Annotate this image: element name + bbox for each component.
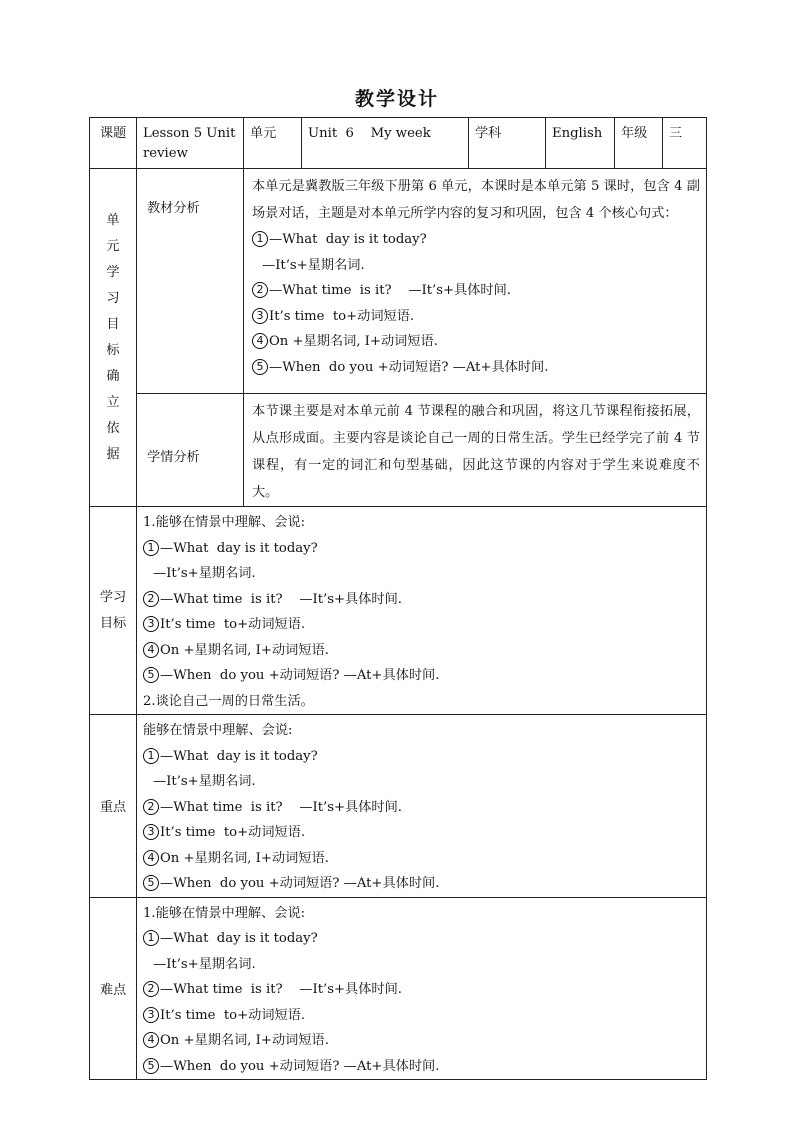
circled-number-icon: 5 xyxy=(252,359,268,375)
grade-value: 三 xyxy=(669,126,683,141)
topic-value: Lesson 5 Unit review xyxy=(143,126,236,161)
sentence-text: —What time is it? —It’s+具体时间. xyxy=(160,982,402,997)
circled-number-icon: 1 xyxy=(252,231,268,247)
material-sentence-list xyxy=(244,227,706,380)
sentence-text: —When do you +动词短语? —At+具体时间. xyxy=(160,876,440,891)
circled-number-icon: 2 xyxy=(143,591,159,607)
sentence-line xyxy=(143,952,700,978)
students-label: 学情分析 xyxy=(147,450,200,465)
sentence-line xyxy=(143,718,700,744)
sentence-line xyxy=(143,663,700,689)
sentence-line xyxy=(143,820,700,846)
circled-number-icon: 3 xyxy=(143,824,159,840)
sentence-line xyxy=(252,304,700,330)
sentence-line xyxy=(143,689,700,715)
sentence-line xyxy=(143,587,700,613)
sentence-text: —It’s+星期名词. xyxy=(262,257,365,273)
sentence-text: —What day is it today? xyxy=(160,748,318,764)
sentence-text: —It’s+星期名词. xyxy=(153,956,256,972)
key-points-list xyxy=(137,715,706,897)
grade-label: 年级 xyxy=(621,126,648,141)
sentence-line xyxy=(143,612,700,638)
header-row xyxy=(90,118,707,169)
circled-number-icon: 3 xyxy=(143,1007,159,1023)
sentence-line xyxy=(252,355,700,381)
sentence-line xyxy=(143,926,700,952)
circled-number-icon: 2 xyxy=(143,799,159,815)
sentence-text: —What time is it? —It’s+具体时间. xyxy=(160,591,402,607)
circled-number-icon: 3 xyxy=(143,616,159,632)
subject-value: English xyxy=(552,126,603,141)
circled-number-icon: 4 xyxy=(143,850,159,866)
sentence-line xyxy=(143,638,700,664)
sentence-line xyxy=(252,278,700,304)
sentence-text: 1.能够在情景中理解、会说: xyxy=(143,515,306,530)
material-label: 教材分析 xyxy=(147,201,200,216)
circled-number-icon: 5 xyxy=(143,667,159,683)
sentence-text: —When do you +动词短语? —At+具体时间. xyxy=(160,1058,440,1074)
circled-number-icon: 4 xyxy=(252,333,268,349)
difficulties-label: 难点 xyxy=(90,897,137,1080)
circled-number-icon: 2 xyxy=(252,282,268,298)
sentence-line xyxy=(143,1054,700,1080)
sentence-text: On +星期名词, I+动词短语. xyxy=(160,1033,329,1048)
difficulties-row xyxy=(90,897,707,1080)
sentence-text: 1.能够在情景中理解、会说: xyxy=(143,905,306,921)
sentence-text: It’s time to+动词短语. xyxy=(160,1007,306,1023)
circled-number-icon: 4 xyxy=(143,642,159,658)
key-points-row xyxy=(90,715,707,898)
sentence-text: —It’s+星期名词. xyxy=(153,566,256,581)
sentence-text: —What day is it today? xyxy=(160,540,318,556)
sentence-line xyxy=(143,1003,700,1029)
sentence-text: —When do you +动词短语? —At+具体时间. xyxy=(160,668,440,683)
circled-number-icon: 1 xyxy=(143,930,159,946)
students-text: 本节课主要是对本单元前 4 节课程的融合和巩固，将这几节课程衔接拓展，从点形成面。主要内容是谈论自己一周的日常生活。学生已经学完了前 4 节课程，有一定的词汇和句型基础，因此这节课的内容对于学生来说难度不大。 xyxy=(252,404,700,500)
sentence-line xyxy=(143,846,700,872)
circled-number-icon: 3 xyxy=(252,308,268,324)
sentence-text: —What time is it? —It’s+具体时间. xyxy=(269,283,511,298)
sentence-text: It’s time to+动词短语. xyxy=(160,825,306,840)
sentence-line xyxy=(143,1028,700,1054)
sentence-text: On +星期名词, I+动词短语. xyxy=(160,642,329,658)
page-title: 教学设计 xyxy=(354,88,439,110)
objectives-row xyxy=(90,507,707,715)
sentence-text: —What day is it today? xyxy=(269,232,427,247)
sentence-line xyxy=(252,227,700,253)
sentence-text: 2.谈论自己一周的日常生活。 xyxy=(143,693,314,709)
sentence-line xyxy=(143,561,700,587)
circled-number-icon: 1 xyxy=(143,540,159,556)
basis-label xyxy=(90,169,137,507)
sentence-line xyxy=(252,253,700,279)
sentence-text: On +星期名词, I+动词短语. xyxy=(269,334,438,349)
circled-number-icon: 4 xyxy=(143,1032,159,1048)
unit-value: Unit 6 My week xyxy=(308,126,431,141)
sentence-text: On +星期名词, I+动词短语. xyxy=(160,850,329,866)
objectives-label-text: 学习目标 xyxy=(99,589,127,631)
sentence-line xyxy=(143,744,700,770)
sentence-text: 能够在情景中理解、会说: xyxy=(143,723,293,738)
subject-label: 学科 xyxy=(475,126,502,141)
sentence-text: It’s time to+动词短语. xyxy=(269,308,415,324)
sentence-line xyxy=(143,977,700,1003)
circled-number-icon: 5 xyxy=(143,1058,159,1074)
sentence-text: —What day is it today? xyxy=(160,931,318,946)
sentence-text: It’s time to+动词短语. xyxy=(160,617,306,632)
lesson-plan-table xyxy=(89,117,707,1080)
circled-number-icon: 2 xyxy=(143,981,159,997)
key-points-label: 重点 xyxy=(90,715,137,898)
sentence-line xyxy=(143,536,700,562)
circled-number-icon: 1 xyxy=(143,748,159,764)
sentence-line xyxy=(252,329,700,355)
unit-label: 单元 xyxy=(250,126,277,141)
sentence-line xyxy=(143,871,700,897)
basis-label-text: 单元学习目标确立依据 xyxy=(106,212,120,462)
material-intro: 本单元是冀教版三年级下册第 6 单元，本课时是本单元第 5 课时，包含 4 副场景对话，主题是对本单元所学内容的复习和巩固，包含 4 个核心句式： xyxy=(252,179,700,221)
topic-label: 课题 xyxy=(99,126,127,141)
objectives-label xyxy=(90,507,137,715)
objectives-list xyxy=(137,507,706,714)
sentence-line xyxy=(143,795,700,821)
sentence-line xyxy=(143,769,700,795)
sentence-text: —When do you +动词短语? —At+具体时间. xyxy=(269,359,549,375)
difficulties-list xyxy=(137,898,706,1080)
sentence-line xyxy=(143,901,700,927)
sentence-text: —It’s+星期名词. xyxy=(153,774,256,789)
circled-number-icon: 5 xyxy=(143,875,159,891)
students-row xyxy=(90,394,707,507)
sentence-line xyxy=(143,510,700,536)
material-row xyxy=(90,169,707,394)
sentence-text: —What time is it? —It’s+具体时间. xyxy=(160,799,402,815)
